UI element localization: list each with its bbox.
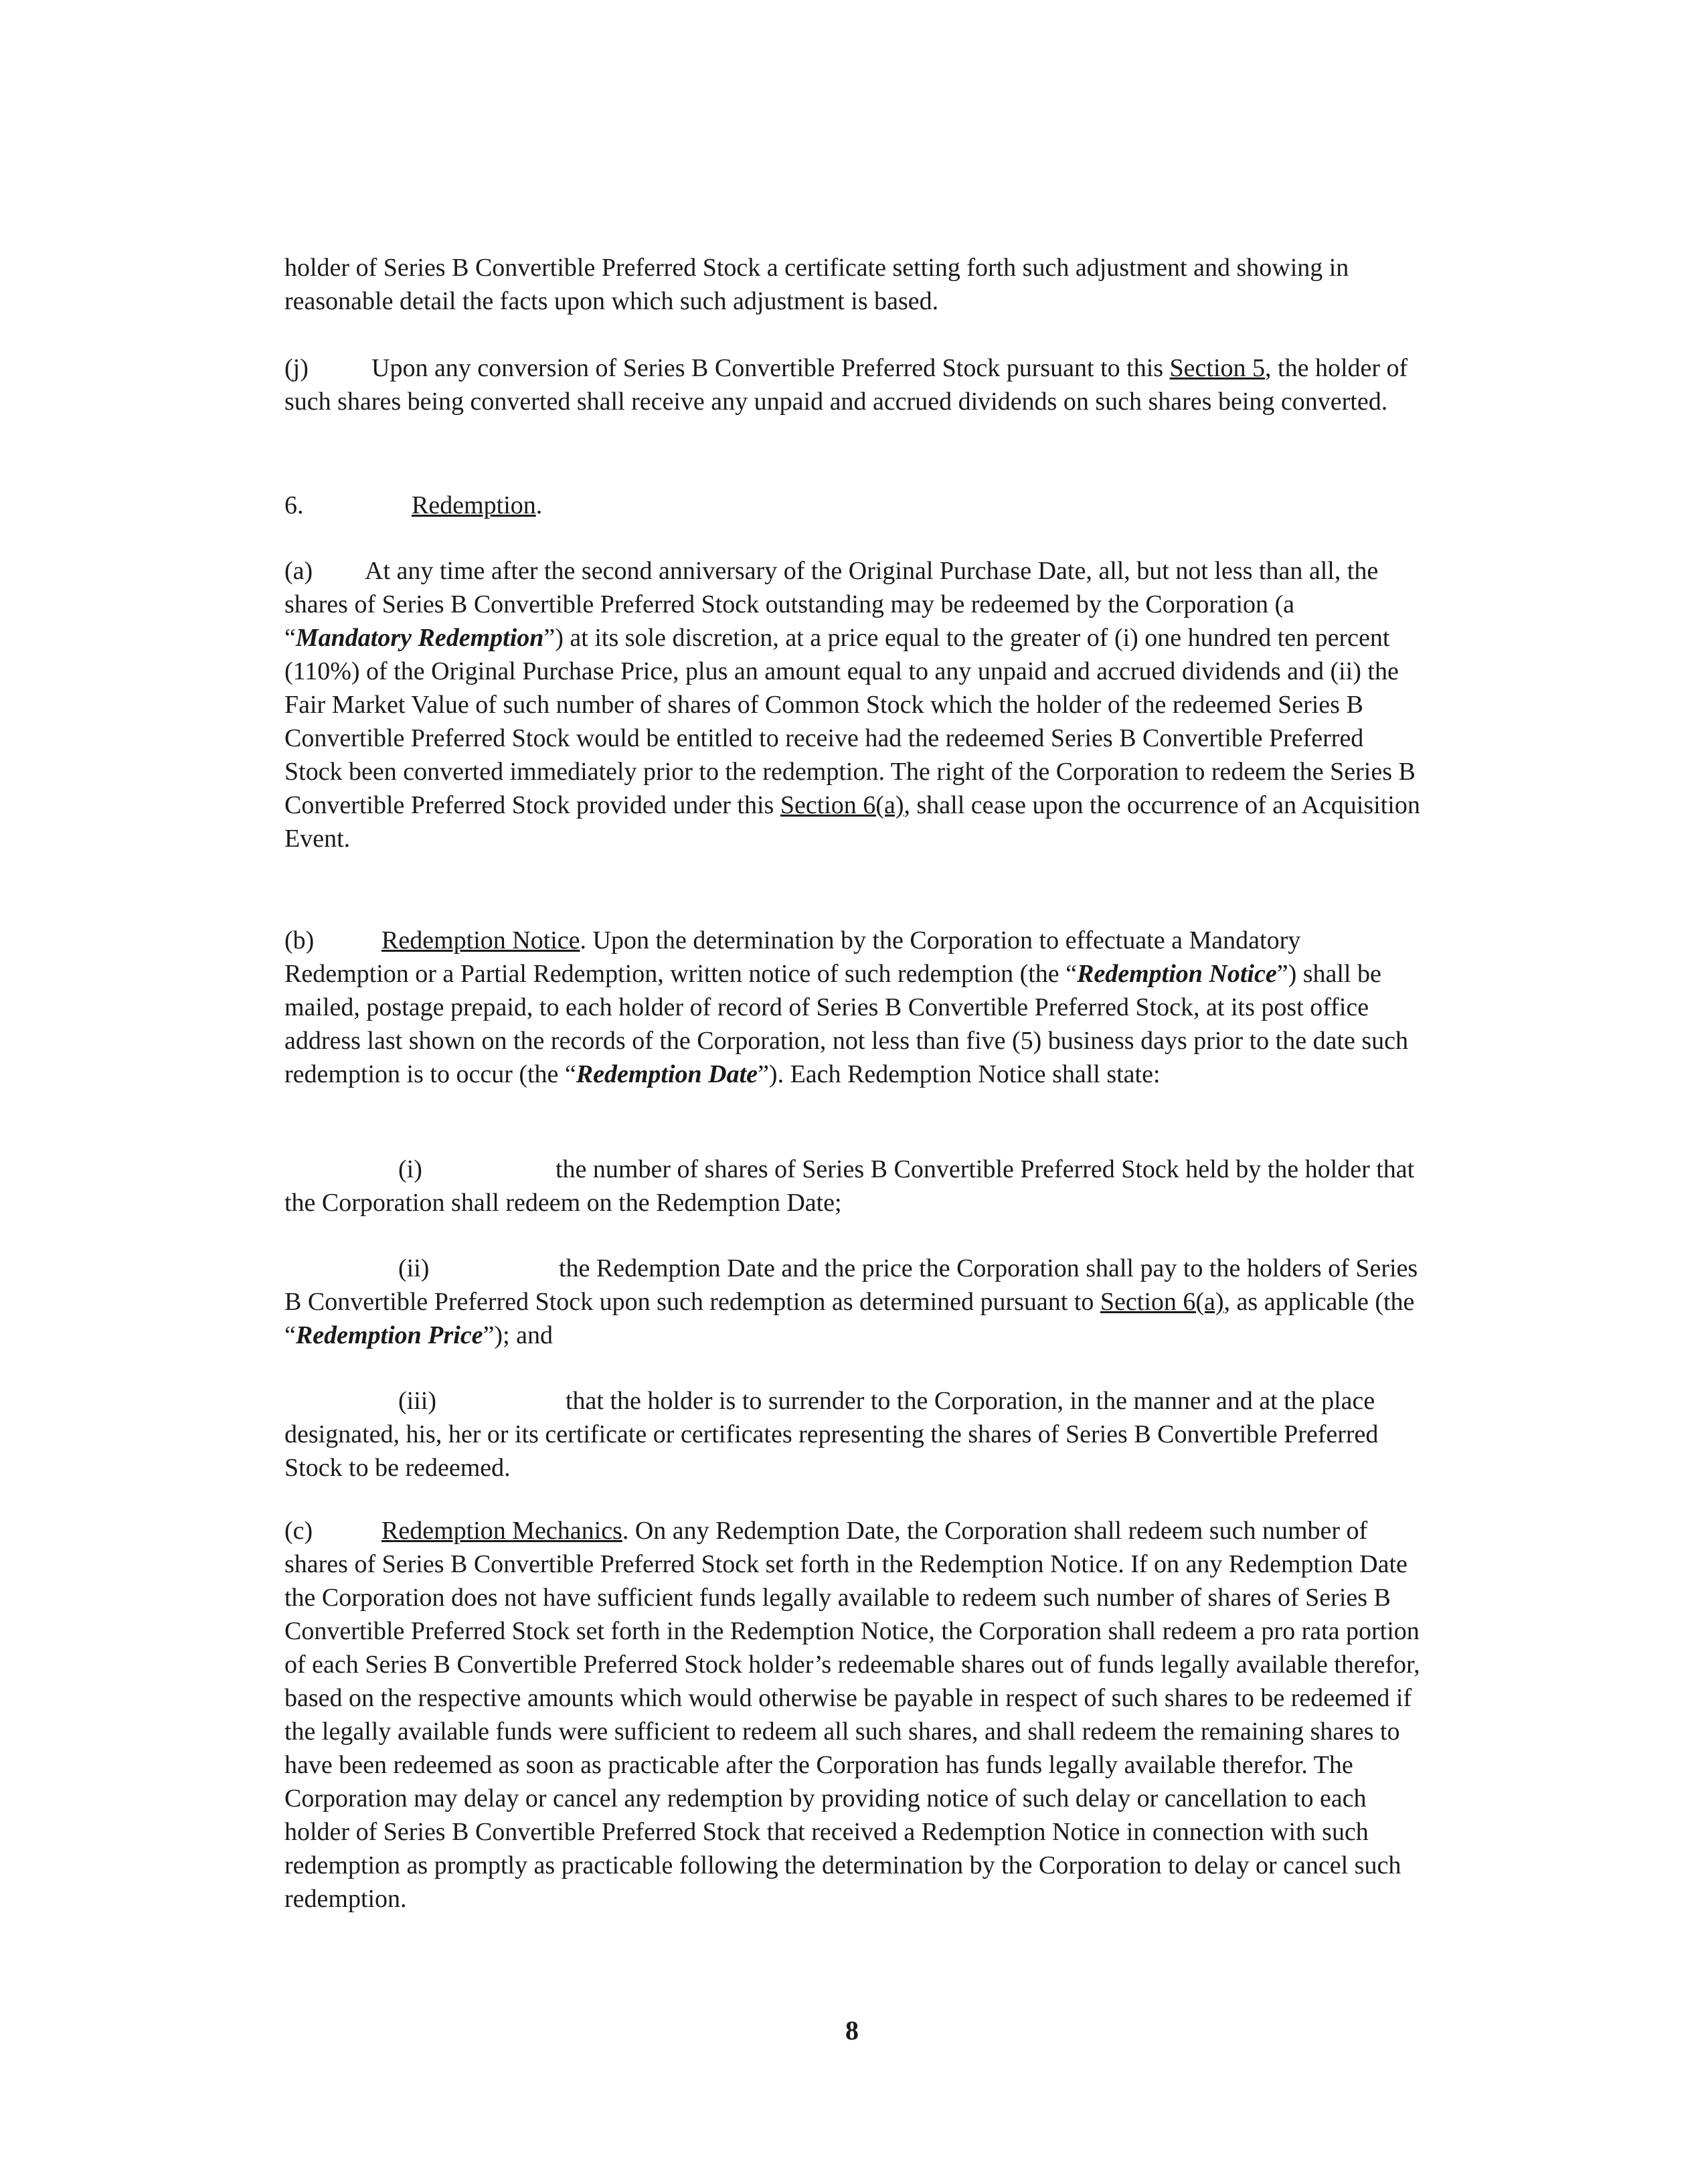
paragraph-text: ”) at its sole discretion, at a price equal to the greater of (i) one hundred ten percent (110%) of the Original Purchase Price, plus an amount equal to any unpaid and accrued dividends and (ii) the Fair Market Value of such number of shares of Common Stock which the holder of the redeemed Series B Convertible Preferred Stock would be entitled to receive had the redeemed Series B Convertible Preferred Stock been converted immediately prior to the redemption. The right of the Corporation to redeem the Series B Convertible Preferred Stock provided under this — [284, 624, 1416, 819]
item-text: the number of shares of Series B Convertible Preferred Stock held by the holder that the Corporation shall redeem on the Redemption Date; — [284, 1155, 1415, 1217]
item-label: (iii) — [398, 1387, 436, 1415]
section-reference: Section 5 — [1169, 354, 1266, 382]
paragraph-j — [284, 351, 1422, 418]
paragraph-text: ”). Each Redemption Notice shall state: — [758, 1060, 1161, 1088]
item-label: (ii) — [398, 1254, 430, 1282]
paragraph-continuation — [284, 251, 1422, 318]
item-text: that the holder is to surrender to the Corporation, in the manner and at the place designated, his, her or its certificate or certificates representing the shares of Series B Convertible Preferred Stock to be redeemed. — [284, 1387, 1379, 1482]
paragraph-title: Redemption Mechanics — [381, 1517, 622, 1545]
section-number: 6. — [284, 491, 304, 519]
paragraph-title: Redemption Notice — [381, 926, 580, 954]
paragraph-text: . Upon the determination by the Corporation to effectuate a Mandatory Redemption or a Partial Redemption, written notice of such redemption (the “ — [284, 926, 1301, 988]
item-text: the Redemption Date and the price the Corporation shall pay to the holders of Series B Convertible Preferred Stock upon such redemption as determined pursuant to — [284, 1254, 1418, 1316]
paragraph-a — [284, 554, 1422, 855]
paragraph-label: (b) — [284, 926, 315, 954]
item-label: (i) — [398, 1155, 422, 1183]
section-title: Redemption — [412, 491, 536, 519]
paragraph-text: , the holder of such shares being converted shall receive any unpaid and accrued dividends on such shares being converted. — [284, 354, 1408, 416]
paragraph-text: Upon any conversion of Series B Convertible Preferred Stock pursuant to this — [371, 354, 1170, 382]
paragraph-text: holder of Series B Convertible Preferred Stock a certificate setting forth such adjustment and showing in reasonable detail the facts upon which such adjustment is based. — [284, 254, 1349, 315]
defined-term: Redemption Date — [576, 1060, 758, 1088]
item-i — [284, 1153, 1422, 1220]
paragraph-text: . On any Redemption Date, the Corporation shall redeem such number of shares of Series B Convertible Preferred Stock set forth in the Redemption Notice. If on any Redemption Date the Corporation does not have sufficient funds legally available to redeem such number of shares of Series B Convertible Preferred Stock set forth in the Redemption Notice, the Corporation shall redeem a pro rata portion of each Series B Convertible Preferred Stock holder’s redeemable shares out of funds legally available therefor, based on the respective amounts which would otherwise be payable in respect of such shares to be redeemed if the legally available funds were sufficient to redeem all such shares, and shall redeem the remaining shares to have been redeemed as soon as practicable after the Corporation has funds legally available therefor. The Corporation may delay or cancel any redemption by providing notice of such delay or cancellation to each holder of Series B Convertible Preferred Stock that received a Redemption Notice in connection with such redemption as promptly as practicable following the determination by the Corporation to delay or cancel such redemption. — [284, 1517, 1420, 1913]
paragraph-text: , shall cease upon the occurrence of an Acquisition Event. — [284, 791, 1420, 853]
section-reference: Section 6(a) — [780, 791, 904, 819]
section-reference: Section 6(a) — [1100, 1288, 1224, 1316]
paragraph-text: At any time after the second anniversary of the Original Purchase Date, all, but not less than all, the shares of Series B Convertible Preferred Stock outstanding may be redeemed by the Corporation (a “ — [284, 557, 1379, 652]
defined-term: Redemption Price — [295, 1321, 483, 1349]
section-heading — [284, 489, 1422, 522]
item-iii — [284, 1384, 1422, 1485]
paragraph-label: (j) — [284, 354, 309, 382]
heading-punctuation: . — [535, 491, 543, 519]
page-number: 8 — [845, 2015, 859, 2045]
item-ii — [284, 1252, 1422, 1352]
defined-term: Mandatory Redemption — [295, 624, 544, 652]
defined-term: Redemption Notice — [1077, 960, 1277, 988]
paragraph-label: (c) — [284, 1517, 313, 1545]
item-text: ”); and — [483, 1321, 553, 1349]
item-text: , as applicable (the “ — [284, 1288, 1415, 1349]
paragraph-b — [284, 924, 1422, 1091]
paragraph-text: ”) shall be mailed, postage prepaid, to each holder of record of Series B Convertible Preferred Stock, at its post office address last shown on the records of the Corporation, not less than five (5) business days prior to the date such redemption is to occur (the “ — [284, 960, 1409, 1088]
paragraph-c — [284, 1514, 1422, 1916]
paragraph-label: (a) — [284, 557, 313, 585]
